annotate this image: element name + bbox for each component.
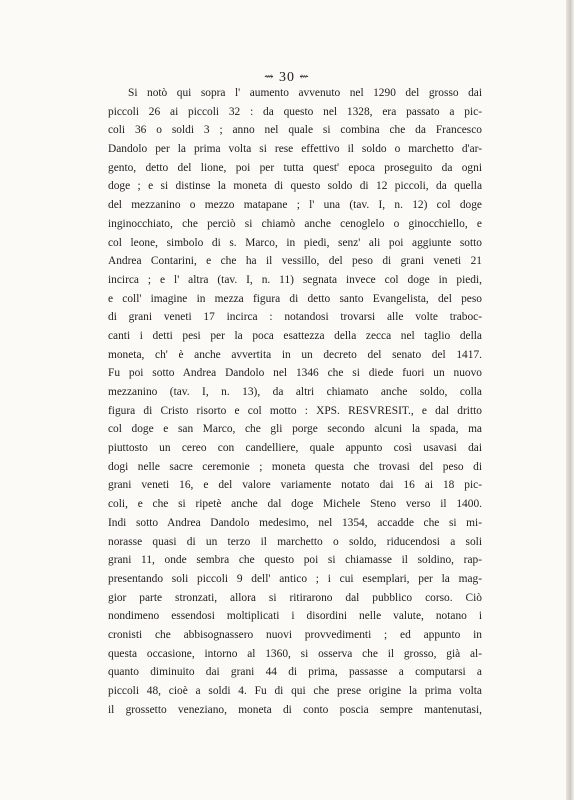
text-line: e coll' imagine in mezza figura di detto santo Evangelista, del peso bbox=[108, 292, 482, 305]
text-line: piuttosto un cereo con candelliere, quale appunto così usavasi dai bbox=[108, 442, 482, 455]
text-line: col doge e san Marco, che gli porge secondo alcuni la spada, ma bbox=[108, 423, 482, 436]
text-line: grani veneti 16, e del valore variamente notato dai 16 ai 18 pic- bbox=[108, 479, 482, 492]
text-line: coli, e che si ripetè anche dal doge Michele Steno verso il 1400. bbox=[108, 498, 482, 511]
text-line: Indi sotto Andrea Dandolo medesimo, nel 1354, accadde che si mi- bbox=[108, 516, 482, 529]
text-line: nondimeno essendosi moltiplicati i disordini nelle valute, notano i bbox=[108, 610, 482, 623]
text-line: il grossetto veneziano, moneta di conto poscia sempre mantenutasi, bbox=[108, 703, 482, 716]
text-line: Si notò qui sopra l' aumento avvenuto nel 1290 del grosso dai bbox=[128, 87, 482, 99]
text-line: Fu poi sotto Andrea Dandolo nel 1346 che si diede fuori un nuovo bbox=[108, 367, 482, 380]
text-line: mezzanino (tav. I, n. 13), da altri chiamato anche soldo, colla bbox=[108, 386, 482, 398]
text-line: doge ; e si distinse la moneta di questo soldo di 12 piccoli, da quella bbox=[108, 180, 482, 193]
text-line: moneta, ch' è anche avvertita in un decreto del senato del 1417. bbox=[108, 348, 482, 361]
ornament-left: ⇝ bbox=[264, 71, 275, 83]
text-line: figura di Cristo risorto e col motto : XPS. RESVRESIT., e dal dritto bbox=[108, 404, 482, 417]
text-line: Andrea Contarini, e che ha il vessillo, del peso di grani veneti 21 bbox=[108, 255, 482, 268]
text-line: Dandolo per la prima volta si rese effettivo il soldo o marchetto d'ar- bbox=[108, 143, 482, 156]
text-line: gior parte stronzati, allora si ritirarono dal pubblico corso. Ciò bbox=[108, 591, 482, 604]
text-line: incirca ; e l' altra (tav. I, n. 11) segnata invece col doge in piedi, bbox=[108, 273, 482, 286]
text-line: canti i detti pesi per la poca esattezza della zecca nel taglio della bbox=[108, 329, 482, 342]
ornament-right: ⇜ bbox=[299, 71, 310, 83]
text-line: coli 36 o soldi 3 ; anno nel quale si combina che da Francesco bbox=[108, 124, 482, 137]
page-spine-edge bbox=[566, 0, 574, 800]
text-line: quanto diminuito dai grani 44 di prima, passasse a computarsi a bbox=[108, 666, 482, 679]
page-number: 30 bbox=[279, 70, 295, 85]
text-line: norasse quasi di un terzo il marchetto o soldo, riducendosi a soli bbox=[108, 535, 482, 548]
text-line: piccoli 48, cioè a soldi 4. Fu di qui che prese origine la prima volta bbox=[108, 685, 482, 697]
body-text bbox=[108, 84, 482, 719]
text-line: cronisti che abbisognassero nuovi provvedimenti ; ed appunto in bbox=[108, 628, 482, 641]
text-line: questa occasione, intorno al 1360, si osserva che il grosso, già al- bbox=[108, 647, 482, 660]
text-line: gento, detto del lione, poi per tutta quest' epoca proseguito da ogni bbox=[108, 161, 482, 174]
text-line: piccoli 26 ai piccoli 32 : da questo nel 1328, era passato a pic- bbox=[108, 105, 482, 118]
text-line: grani 11, onde sembra che questo poi si chiamasse il soldino, rap- bbox=[108, 554, 482, 567]
text-line: col leone, simbolo di s. Marco, in piedi, senz' ali poi aggiunte sotto bbox=[108, 236, 482, 249]
text-line: del mezzanino o mezzo matapane ; l' una (tav. I, n. 12) col doge bbox=[108, 199, 482, 212]
text-line: dogi nelle sacre ceremonie ; moneta questa che trovasi del peso di bbox=[108, 460, 482, 473]
text-line: inginocchiato, che perciò si chiamò anche cenoglelo o ginocchiello, e bbox=[108, 217, 482, 230]
text-line: di grani veneti 17 incirca : notandosi trovarsi alle volte traboc- bbox=[108, 311, 482, 324]
text-line: presentando soli piccoli 9 dell' antico ; i cui esemplari, per la mag- bbox=[108, 572, 482, 585]
